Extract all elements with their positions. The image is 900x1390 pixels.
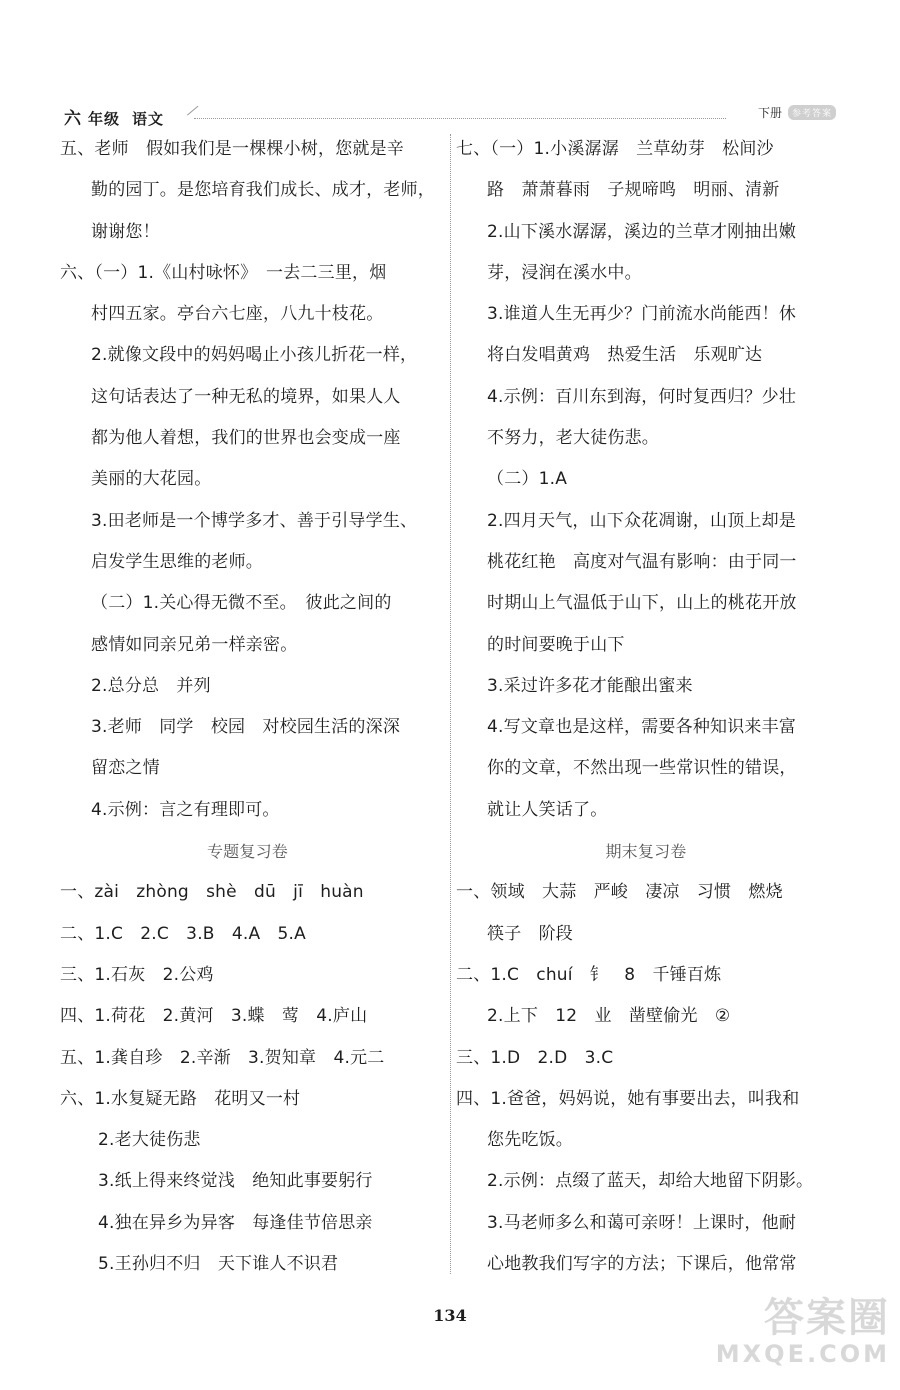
answer-line: 时期山上气温低于山下，山上的桃花开放 bbox=[487, 593, 797, 614]
answer-line: 路 萧萧暮雨 子规啼鸣 明丽、清新 bbox=[487, 180, 780, 201]
answer-line: 感情如同亲兄弟一样亲密。 bbox=[91, 634, 298, 655]
answer-line: 你的文章，不然出现一些常识性的错误， bbox=[487, 758, 797, 779]
watermark-logo bbox=[690, 1296, 890, 1376]
answer-line: 3.田老师是一个博学多才、善于引导学生、 bbox=[91, 510, 418, 531]
volume-label-group bbox=[758, 104, 836, 121]
grade-subject-label bbox=[64, 104, 164, 129]
answer-line: 2.老大徒伤悲 bbox=[98, 1130, 201, 1151]
answer-line: 4.写文章也是这样，需要各种知识来丰富 bbox=[487, 717, 797, 738]
answer-badge: 参考答案 bbox=[788, 105, 836, 120]
answer-line: 将白发唱黄鸡 热爱生活 乐观旷达 bbox=[487, 345, 763, 366]
answer-line: （二）1.关心得无微不至。 彼此之间的 bbox=[91, 593, 392, 614]
watermark-title: 答案圈 bbox=[764, 1295, 890, 1341]
answer-line: 七、（一）1.小溪潺潺 兰草幼芽 松间沙 bbox=[456, 139, 774, 159]
answer-line: 谢谢您！ bbox=[91, 221, 160, 242]
answer-line: 一、领域 大蒜 严峻 凄凉 习惯 燃烧 bbox=[456, 882, 783, 903]
answer-line: 二、1.C 2.C 3.B 4.A 5.A bbox=[60, 923, 306, 944]
page-number: 134 bbox=[433, 1306, 467, 1325]
answer-line: 留恋之情 bbox=[91, 758, 160, 779]
answer-line: 您先吃饭。 bbox=[487, 1130, 573, 1151]
answer-line: 5.王孙归不归 天下谁人不识君 bbox=[98, 1254, 339, 1275]
answer-line: 一、zài zhòng shè dū jī huàn bbox=[60, 882, 364, 903]
answer-line: 筷子 阶段 bbox=[487, 923, 573, 944]
answer-line: 就让人笑话了。 bbox=[487, 799, 608, 820]
answer-line: 三、1.石灰 2.公鸡 bbox=[60, 964, 214, 985]
answer-line: 4.示例：言之有理即可。 bbox=[91, 799, 280, 820]
answer-line: （二）1.A bbox=[487, 469, 568, 490]
answer-line: 三、1.D 2.D 3.C bbox=[456, 1047, 614, 1068]
section-title: 期末复习卷 bbox=[605, 842, 687, 862]
volume-label: 下册 bbox=[757, 106, 782, 120]
answer-line: 4.独在异乡为异客 每逢佳节倍思亲 bbox=[98, 1212, 373, 1233]
column-divider bbox=[450, 134, 451, 1274]
header-rule bbox=[194, 118, 726, 119]
answer-line: 3.马老师多么和蔼可亲呀！上课时，他耐 bbox=[487, 1212, 797, 1233]
answer-line: 四、1.荷花 2.黄河 3.蝶 莺 4.庐山 bbox=[60, 1006, 368, 1027]
grade-number: 六 bbox=[64, 109, 82, 129]
right-column bbox=[456, 129, 836, 1285]
answer-line: 五、1.龚自珍 2.辛渐 3.贺知章 4.元二 bbox=[60, 1047, 385, 1068]
answer-line: 2.山下溪水潺潺，溪边的兰草才刚抽出嫩 bbox=[487, 221, 797, 242]
answer-line: 二、1.C chuí 钅 8 千锤百炼 bbox=[456, 964, 722, 985]
answer-line: 桃花红艳 高度对气温有影响：由于同一 bbox=[487, 551, 797, 572]
answer-line: 六、1.水复疑无路 花明又一村 bbox=[60, 1088, 301, 1109]
answer-line: 4.示例：百川东到海，何时复西归？少壮 bbox=[487, 386, 797, 407]
watermark-url: MXQE.COM bbox=[715, 1340, 890, 1368]
answer-line: 勤的园丁。是您培育我们成长、成才，老师， bbox=[91, 180, 435, 201]
answer-line: 都为他人着想，我们的世界也会变成一座 bbox=[91, 428, 401, 449]
answer-line: 心地教我们写字的方法；下课后，他常常 bbox=[487, 1254, 797, 1275]
left-column bbox=[60, 129, 435, 1285]
answer-line: 美丽的大花园。 bbox=[91, 469, 212, 490]
answer-line: 四、1.爸爸，妈妈说，她有事要出去，叫我和 bbox=[456, 1088, 800, 1109]
answer-line: 村四五家。亭台六七座，八九十枝花。 bbox=[91, 304, 384, 325]
subject-label: 语文 bbox=[132, 110, 165, 128]
grade-word: 年级 bbox=[88, 110, 121, 128]
answer-line: 芽，浸润在溪水中。 bbox=[487, 262, 642, 283]
answer-line: 2.四月天气，山下众花凋谢，山顶上却是 bbox=[487, 510, 797, 531]
answer-line: 3.谁道人生无再少？门前流水尚能西！休 bbox=[487, 304, 797, 325]
answer-line: 启发学生思维的老师。 bbox=[91, 551, 263, 572]
answer-line: 的时间要晚于山下 bbox=[487, 634, 625, 655]
page-header bbox=[64, 104, 836, 130]
answer-line: 不努力，老大徒伤悲。 bbox=[487, 428, 659, 449]
answer-line: 2.示例：点缀了蓝天，却给大地留下阴影。 bbox=[487, 1171, 814, 1192]
answer-line: 3.纸上得来终觉浅 绝知此事要躬行 bbox=[98, 1171, 373, 1192]
answer-line: 2.就像文段中的妈妈喝止小孩儿折花一样， bbox=[91, 345, 418, 366]
answer-line: 2.上下 12 业 凿壁偷光 ② bbox=[487, 1006, 731, 1027]
answer-line: 3.老师 同学 校园 对校园生活的深深 bbox=[91, 717, 401, 738]
answer-line: 六、（一）1.《山村咏怀》 一去二三里，烟 bbox=[60, 262, 387, 283]
answer-line: 2.总分总 并列 bbox=[91, 675, 211, 696]
section-title: 专题复习卷 bbox=[206, 842, 288, 862]
header-slash bbox=[187, 106, 199, 117]
answer-line: 3.采过许多花才能酿出蜜来 bbox=[487, 675, 693, 696]
answer-line: 五、老师 假如我们是一棵棵小树，您就是辛 bbox=[60, 139, 404, 159]
answer-line: 这句话表达了一种无私的境界，如果人人 bbox=[91, 386, 401, 407]
